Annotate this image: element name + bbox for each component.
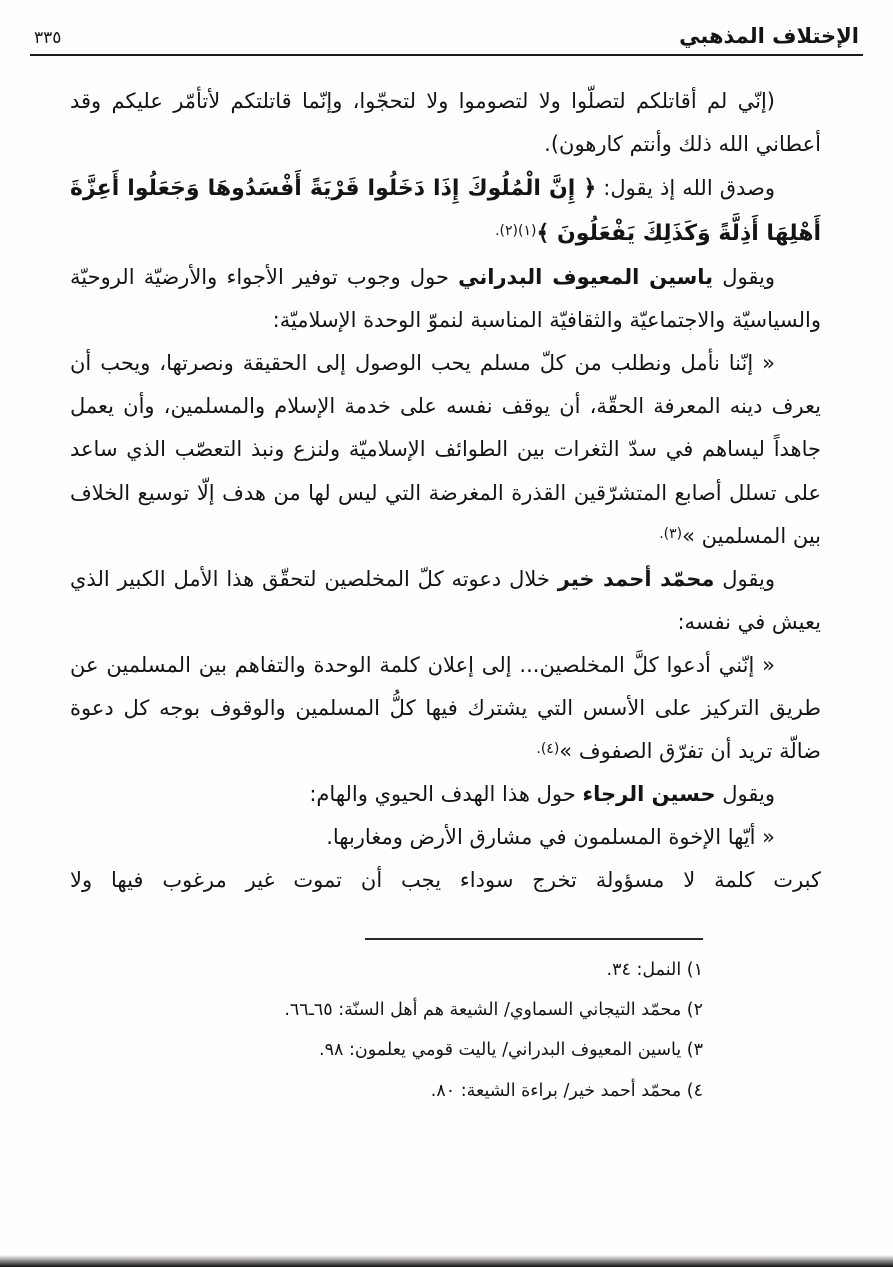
scan-shadow [0, 1255, 893, 1267]
quote-text: « إنّنا نأمل ونطلب من كلّ مسلم يحب الوصول إلى الحقيقة ونصرتها، ويحب أن يعرف دينه المعرفة الحقّة، أن يوقف نفسه على خدمة الإسلام والمسلمين، وأن يعمل جاهداً ليساهم في سدّ الثغرات بين الطوائف الإسلاميّة ولنزع ونبذ التعصّب الذي ساعد على تسلل أصابع المتشرّقين القذرة المغرضة التي ليس لها من هدف إلّا توسيع الخلاف بين المسلمين » [70, 351, 821, 548]
quote-text: « أيّها الإخوة المسلمون في مشارق الأرض ومغاربها. [326, 824, 775, 849]
quote-text: كبرت كلمة لا مسؤولة تخرج سوداء يجب أن تموت غير مرغوب فيها ولا [70, 867, 821, 892]
book-title: الإختلاف المذهبي [679, 24, 859, 48]
intro-rest: حول وجوب توفير الأجواء والأرضيّة الروحيّة والسياسيّة والاجتماعيّة والثقافيّة المناسبة لنموّ الوحدة الإسلاميّة: [70, 265, 821, 333]
footnote-divider [365, 938, 703, 940]
footnote-4: ٤) محمّد أحمد خير/ براءة الشيعة: ٨٠. [430, 1080, 703, 1101]
footnote-3: ٣) ياسين المعيوف البدراني/ ياليت قومي يعلمون: ٩٨. [319, 1040, 703, 1061]
intro-text: ويقول [715, 781, 775, 806]
author-name-khair: محمّد أحمد خير [557, 566, 715, 591]
footnote-ref-4: (٤). [536, 740, 560, 757]
quote-text: « إنّني أدعوا كلَّ المخلصين... إلى إعلان كلمة الوحدة والتفاهم بين المسلمين عن طريق التركيز على الأسس التي يشترك فيها كلُّ المسلمين والوقوف بوجه كل دعوة ضالّة تريد أن تفرّق الصفوف » [70, 652, 821, 763]
quran-verse: ﴿ إِنَّ الْمُلُوكَ إِذَا دَخَلُوا قَرْيَةً أَفْسَدُوهَا وَجَعَلُوا أَعِزَّةَ أَهْلِهَا أَذِلَّةً وَكَذَلِكَ يَفْعَلُونَ ﴾ [70, 176, 821, 247]
intro-text: ويقول [714, 566, 776, 591]
intro-rest: خلال دعوته كلّ المخلصين لتحقّق هذا الأمل الكبير الذي يعيش في نفسه: [70, 566, 821, 634]
footnotes-section [30, 950, 703, 1111]
author-name-rajaa: حسين الرجاء [582, 781, 716, 806]
paragraph-rajaa-intro [70, 773, 821, 816]
quote-khair [70, 644, 821, 773]
quote-rajaa-opening [70, 816, 821, 859]
body-text [70, 80, 821, 902]
paragraph-badrani-intro [70, 256, 821, 342]
footnote-2: ٢) محمّد التيجاني السماوي/ الشيعة هم أهل السنّة: ٦٥ـ٦٦. [284, 1000, 703, 1021]
header-divider [30, 54, 863, 56]
quote-badrani [70, 342, 821, 557]
verse-intro: وصدق الله إذ يقول: [596, 176, 775, 201]
paragraph-hadith [70, 80, 821, 166]
footnote-1: ١) النمل: ٣٤. [606, 959, 703, 980]
intro-rest: حول هذا الهدف الحيوي والهام: [309, 781, 583, 806]
intro-text: ويقول [713, 265, 775, 290]
page-number: ٣٣٥ [34, 28, 62, 48]
page-header [30, 24, 863, 48]
paragraph-quran [70, 166, 821, 256]
footnote-ref-3: (٣). [659, 525, 683, 542]
quote-rajaa-continuation [70, 859, 821, 902]
hadith-text: (إنّي لم أقاتلكم لتصلّوا ولا لتصوموا ولا لتحجّوا، وإنّما قاتلتكم لأتأمّر عليكم وقد أعطاني الله ذلك وأنتم كارهون). [70, 89, 821, 157]
paragraph-khair-intro [70, 558, 821, 644]
author-name-badrani: ياسين المعيوف البدراني [458, 265, 714, 290]
footnote-ref-1-2: (١)(٢). [495, 223, 537, 240]
